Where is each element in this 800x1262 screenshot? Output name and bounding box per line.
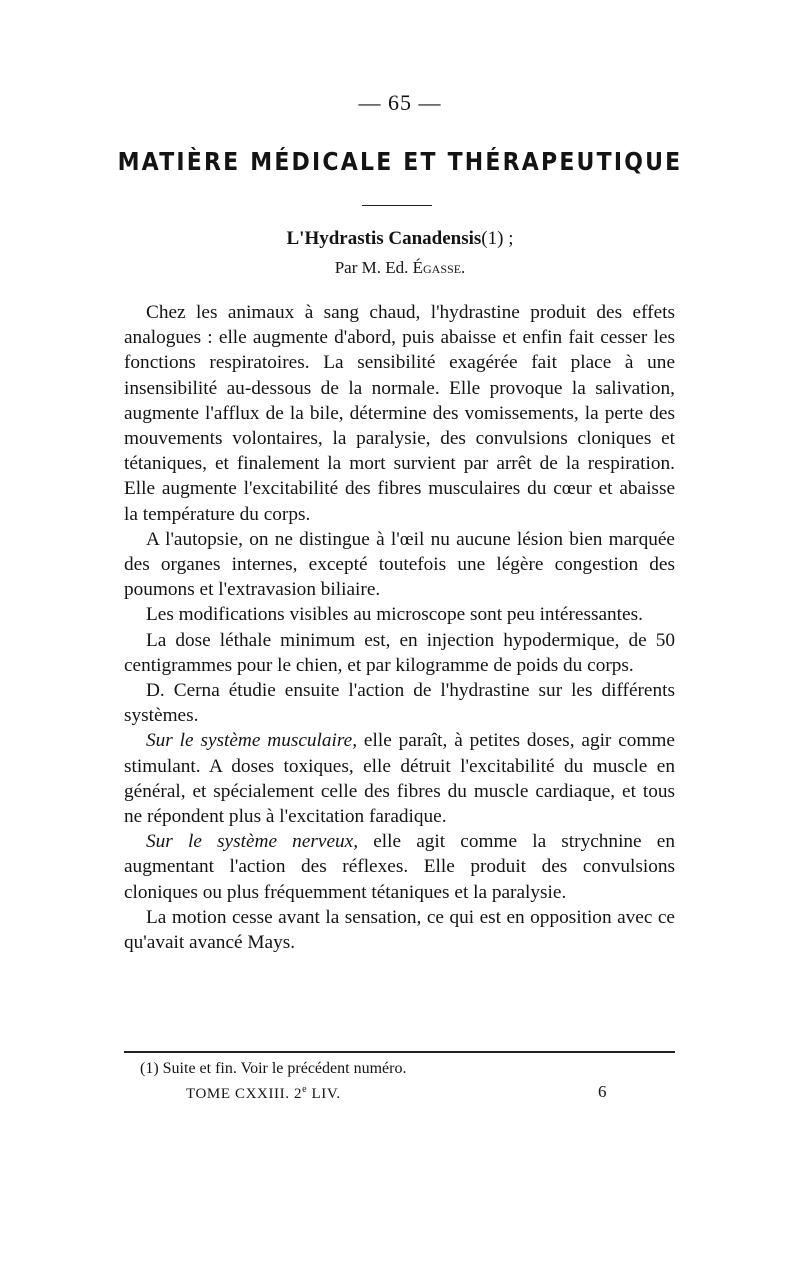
footnote: (1) Suite et fin. Voir le précédent numéro.: [140, 1060, 407, 1077]
paragraph-text: La dose léthale minimum est, en injection hypodermique, de 50 centigrammes pour le chien, et par kilogramme de poids du corps.: [124, 629, 675, 676]
paragraph-italic-lead: Sur le système musculaire,: [146, 730, 358, 752]
issue-label: LIV.: [311, 1086, 341, 1102]
paragraph: [124, 678, 675, 728]
paragraph: [124, 628, 675, 678]
issue-suffix: e: [302, 1084, 308, 1095]
paragraph: [124, 728, 675, 829]
signature-line: [186, 1084, 341, 1103]
paragraph-text: Les modifications visibles au microscope sont peu intéressantes.: [146, 604, 643, 626]
paragraph: [124, 905, 675, 955]
paragraph-text: elle agit comme la strychnine en augmentant l'action des réflexes. Elle produit des convulsions cloniques ou plus fréquemment tétaniques et la paralysie.: [124, 831, 675, 903]
paragraph-italic-lead: Sur le système nerveux,: [146, 831, 359, 853]
paragraph: [124, 300, 675, 527]
sheet-number: 6: [598, 1082, 607, 1101]
section-title: MATIÈRE MÉDICALE ET THÉRAPEUTIQUE: [117, 148, 683, 177]
article-title: [0, 228, 800, 250]
paragraph: [124, 829, 675, 905]
paragraph-text: A l'autopsie, on ne distingue à l'œil nu aucune lésion bien marquée des organes internes, excepté toutefois une légère congestion des poumons et l'extravasion biliaire.: [124, 528, 675, 601]
paragraph-text: D. Cerna étudie ensuite l'action de l'hydrastine sur les différents systèmes.: [124, 680, 675, 727]
volume-label: TOME CXXIII.: [186, 1086, 290, 1102]
issue-number: 2: [293, 1086, 303, 1102]
byline-prefix: Par M. Ed.: [334, 258, 409, 277]
article-body: [124, 300, 675, 955]
byline-author: Égasse.: [412, 258, 466, 277]
article-title-note: (1) ;: [481, 228, 514, 249]
byline: [0, 258, 800, 278]
paragraph: [124, 602, 675, 627]
paragraph: [124, 527, 675, 603]
paragraph-text: Chez les animaux à sang chaud, l'hydrastine produit des effets analogues : elle augmente d'abord, puis abaisse et enfin fait cesser les fonctions respiratoires. La sensibilité exagérée fait place à une insensibilité au-dessous de la normale. Elle provoque la salivation, augmente l'afflux de la bile, détermine des vomissements, la perte des mouvements volontaires, la paralysie, des convulsions cloniques et tétaniques, et finalement la mort survient par arrêt de la respiration. Elle augmente l'excitabilité des fibres musculaires du cœur et abaisse la température du corps.: [124, 302, 675, 525]
footnote-divider: [124, 1051, 675, 1053]
paragraph-text: elle paraît, à petites doses, agir comme stimulant. A doses toxiques, elle détruit l'excitabilité du muscle en général, et spécialement celle des fibres du muscle cardiaque, et tous ne répondent plus à l'excitation faradique.: [124, 730, 675, 828]
page-number: — 65 —: [358, 90, 442, 115]
article-title-text: L'Hydrastis Canadensis: [286, 228, 482, 249]
title-divider: [362, 205, 432, 206]
paragraph-text: La motion cesse avant la sensation, ce qui est en opposition avec ce qu'avait avancé Mays.: [124, 906, 675, 954]
